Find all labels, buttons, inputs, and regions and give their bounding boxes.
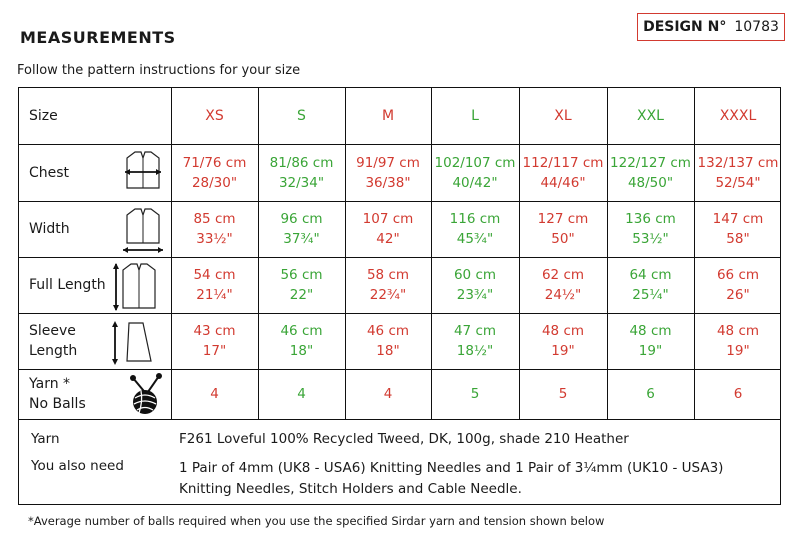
measurement-value: 107 cm [362,211,414,227]
measurement-cell [607,265,694,305]
measurement-cell [345,384,431,404]
table-column-divider [431,88,432,419]
measurement-value: 102/107 cm [434,154,516,171]
measurement-value: 19" [726,343,750,359]
also-need-label: You also need [31,458,124,474]
row-label [29,275,106,295]
measurement-value: 6 [733,386,743,402]
measurement-cell [171,384,258,404]
measurement-cell [694,209,782,249]
measurement-value: 23¾" [456,287,494,303]
row-label-line: Chest [29,164,70,181]
measurement-cell [694,384,782,404]
measurement-value: 21¼" [196,287,233,303]
measurement-value: 56 cm [280,267,323,283]
size-header: XS [205,108,224,124]
table-column-divider [345,88,346,419]
measurement-value: 122/127 cm [610,154,691,171]
row-label-line: Width [29,221,70,237]
measurement-cell [431,265,519,305]
measurement-value: 127 cm [537,211,589,227]
measurement-cell [431,153,519,193]
measurement-cell [607,384,694,404]
measurement-value: 62 cm [541,267,585,283]
measurement-value: 48/50" [627,174,674,191]
measurement-value: 17" [202,343,227,359]
measurement-cell [258,384,345,404]
measurement-value: 85 cm [193,211,236,227]
measurement-value: 46 cm [280,323,323,339]
row-label-line: Sleeve [29,323,76,339]
row-label-line: Length [29,343,78,359]
cardigan-width-icon [119,207,167,259]
measurement-cell [258,321,345,361]
measurement-value: 112/117 cm [522,154,604,171]
page-title: MEASUREMENTS [20,28,176,47]
measurement-value: 58" [726,231,750,247]
measurement-value: 37¾" [283,231,320,247]
measurement-value: 22¾" [369,287,407,303]
measurement-value: 48 cm [629,323,672,339]
yarn-value: F261 Loveful 100% Recycled Tweed, DK, 100g, shade 210 Heather [179,431,629,447]
measurement-value: 132/137 cm [697,154,779,171]
measurement-cell [519,153,607,193]
measurement-cell [519,265,607,305]
measurements-table [18,87,781,505]
table-column-divider [694,88,695,419]
measurement-cell [694,321,782,361]
yarn-label: Yarn [31,431,60,447]
measurement-value: 25¼" [632,287,669,303]
measurement-value: 26" [726,287,750,303]
measurement-value: 53½" [632,231,669,247]
measurement-value: 71/76 cm [182,154,247,171]
measurement-cell [171,209,258,249]
measurement-value: 64 cm [629,267,672,283]
measurement-value: 42" [376,231,400,247]
size-header: XXL [637,108,664,124]
measurement-cell [519,209,607,249]
measurement-cell [345,209,431,249]
measurement-value: 19" [551,343,575,359]
cardigan-chest-icon [119,148,167,200]
measurement-cell [431,384,519,404]
measurement-cell [607,321,694,361]
size-header: M [381,108,395,124]
measurement-value: 18" [376,343,400,359]
measurement-value: 147 cm [712,211,764,227]
measurement-cell [519,321,607,361]
row-label [29,106,58,126]
measurement-value: 6 [646,386,655,402]
measurement-value: 4 [210,386,219,402]
measurement-value: 44/46" [540,174,586,191]
row-label-line: Size [29,108,58,124]
measurement-value: 22" [289,287,314,303]
measurement-cell [258,265,345,305]
measurement-value: 60 cm [453,267,497,283]
measurement-value: 28/30" [191,174,238,191]
measurement-value: 18½" [456,343,494,359]
measurement-cell [607,153,694,193]
measurement-cell [519,384,607,404]
measurement-value: 50" [551,231,575,247]
cardigan-length-icon [111,262,159,316]
measurement-value: 96 cm [280,211,323,227]
row-label [29,321,77,361]
measurement-value: 54 cm [193,267,236,283]
measurement-value: 52/54" [715,174,761,191]
sleeve-length-icon [107,319,155,371]
design-number-box [637,13,785,41]
row-label-line: Yarn * [29,376,71,392]
measurement-value: 33½" [196,231,233,247]
table-column-divider [171,88,172,419]
size-header: L [471,108,479,124]
yarn-ball-icon [123,372,167,420]
measurement-cell [258,153,345,193]
measurement-value: 24½" [544,287,582,303]
measurement-cell [431,209,519,249]
measurement-cell [694,265,782,305]
measurement-value: 5 [470,386,480,402]
measurement-value: 116 cm [449,211,501,227]
measurement-cell [345,265,431,305]
measurement-value: 4 [297,386,306,402]
row-label-line: No Balls [29,396,86,412]
size-header: XXXL [719,108,757,124]
measurement-value: 19" [638,343,663,359]
measurement-value: 5 [558,386,568,402]
measurement-value: 136 cm [625,211,676,227]
row-label [29,374,86,414]
measurement-value: 66 cm [716,267,760,283]
measurement-value: 4 [383,386,393,402]
measurement-value: 36/38" [365,174,411,191]
table-column-divider [258,88,259,419]
also-need-line2: Knitting Needles, Stitch Holders and Cable Needle. [179,481,522,497]
design-label: DESIGN N° [643,19,727,35]
measurement-cell [171,265,258,305]
measurement-value: 45¾" [456,231,494,247]
design-number: 10783 [734,19,779,35]
measurement-value: 46 cm [366,323,410,339]
measurement-value: 47 cm [453,323,497,339]
measurement-cell [694,153,782,193]
measurement-value: 58 cm [366,267,410,283]
size-header: XL [554,108,572,124]
measurement-value: 91/97 cm [356,154,420,171]
table-column-divider [607,88,608,419]
measurement-cell [171,153,258,193]
size-header: S [297,108,306,124]
footnote: *Average number of balls required when you use the specified Sirdar yarn and tension shown below [28,514,605,528]
table-row-divider [19,144,780,145]
measurement-value: 81/86 cm [269,154,334,171]
subtitle: Follow the pattern instructions for your size [17,63,301,78]
measurement-value: 43 cm [193,323,236,339]
measurement-value: 32/34" [278,174,325,191]
measurement-cell [345,321,431,361]
measurement-value: 40/42" [452,174,498,191]
measurement-value: 48 cm [541,323,585,339]
measurement-cell [345,153,431,193]
row-label [29,219,70,239]
row-label [29,163,69,183]
measurement-cell [431,321,519,361]
also-need-line1: 1 Pair of 4mm (UK8 - USA6) Knitting Needles and 1 Pair of 3¼mm (UK10 - USA3) [179,460,724,476]
table-row-divider [19,201,780,202]
measurement-value: 18" [289,343,314,359]
table-column-divider [519,88,520,419]
row-label-line: Full Length [29,277,106,293]
measurement-cell [258,209,345,249]
measurement-value: 48 cm [716,323,760,339]
measurement-cell [171,321,258,361]
measurement-cell [607,209,694,249]
